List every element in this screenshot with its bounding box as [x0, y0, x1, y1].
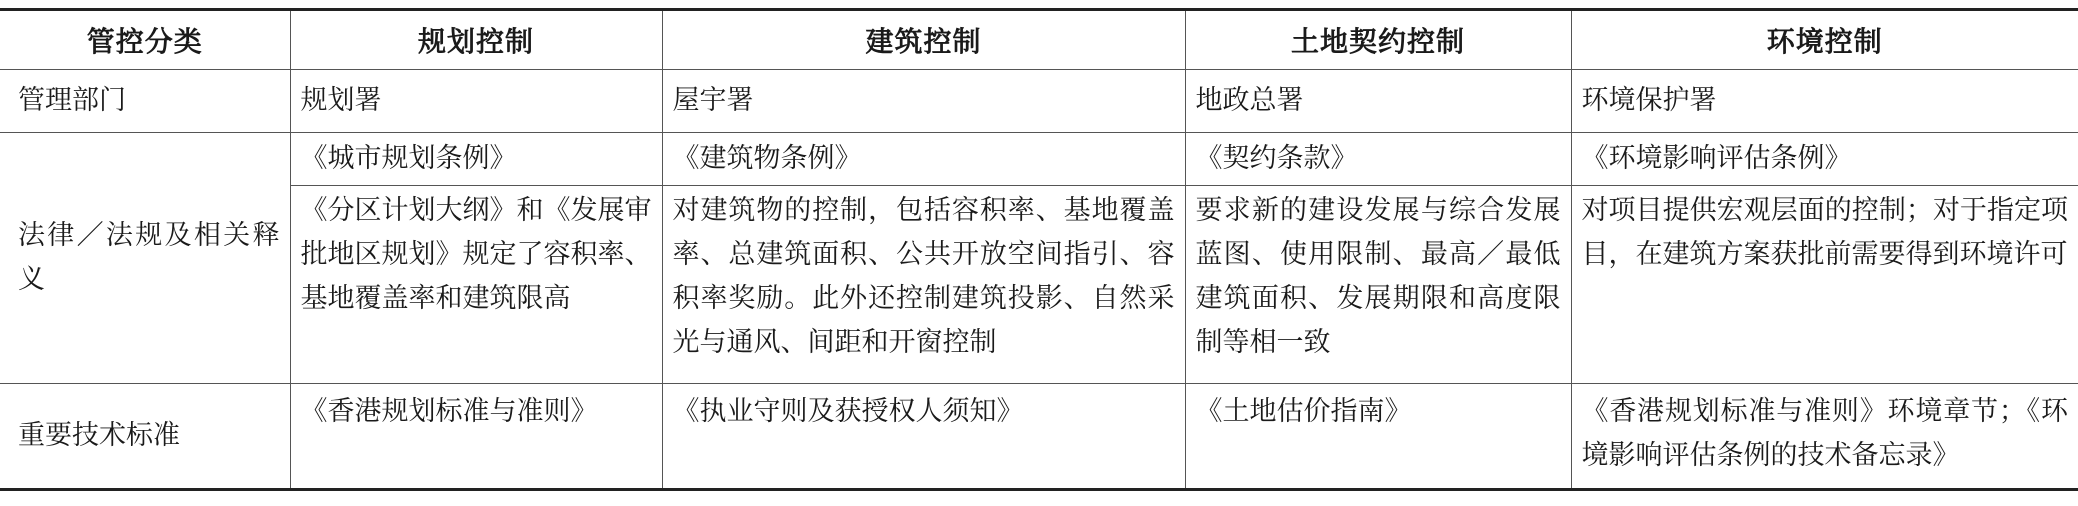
planning-control-table	[0, 8, 2078, 491]
table-row-department	[0, 70, 2078, 133]
table-row-standards	[0, 384, 2078, 490]
cell-practice-notes: 《执业守则及获授权人须知》	[662, 384, 1185, 490]
table-row-law-titles	[0, 133, 2078, 186]
header-land-lease-control: 土地契约控制	[1185, 10, 1571, 70]
row-label-department: 管理部门	[0, 70, 290, 133]
table-row-law-descriptions	[0, 186, 2078, 384]
cell-planning-department: 规划署	[290, 70, 662, 133]
cell-planning-description: 《分区计划大纲》和《发展审批地区规划》规定了容积率、基地覆盖率和建筑限高	[290, 186, 662, 384]
cell-land-valuation-guide: 《土地估价指南》	[1185, 384, 1571, 490]
cell-planning-ordinance: 《城市规划条例》	[290, 133, 662, 186]
header-category: 管控分类	[0, 10, 290, 70]
cell-lease-description: 要求新的建设发展与综合发展蓝图、使用限制、最高／最低建筑面积、发展期限和高度限制等相一致	[1185, 186, 1571, 384]
cell-hkpsg: 《香港规划标准与准则》	[290, 384, 662, 490]
header-planning-control: 规划控制	[290, 10, 662, 70]
header-row	[0, 10, 2078, 70]
cell-building-description: 对建筑物的控制，包括容积率、基地覆盖率、总建筑面积、公共开放空间指引、容积率奖励。此外还控制建筑投影、自然采光与通风、间距和开窗控制	[662, 186, 1185, 384]
cell-environmental-description: 对项目提供宏观层面的控制；对于指定项目，在建筑方案获批前需要得到环境许可	[1571, 186, 2078, 384]
header-environmental-control: 环境控制	[1571, 10, 2078, 70]
planning-control-table-container	[0, 8, 2078, 491]
cell-buildings-ordinance: 《建筑物条例》	[662, 133, 1185, 186]
cell-eia-ordinance: 《环境影响评估条例》	[1571, 133, 2078, 186]
cell-lease-conditions: 《契约条款》	[1185, 133, 1571, 186]
cell-environment-standards: 《香港规划标准与准则》环境章节；《环境影响评估条例的技术备忘录》	[1571, 384, 2078, 490]
row-label-standards: 重要技术标准	[0, 384, 290, 490]
row-label-law: 法律／法规及相关释义	[0, 133, 290, 384]
cell-buildings-department: 屋宇署	[662, 70, 1185, 133]
cell-environmental-department: 环境保护署	[1571, 70, 2078, 133]
cell-lands-department: 地政总署	[1185, 70, 1571, 133]
header-building-control: 建筑控制	[662, 10, 1185, 70]
